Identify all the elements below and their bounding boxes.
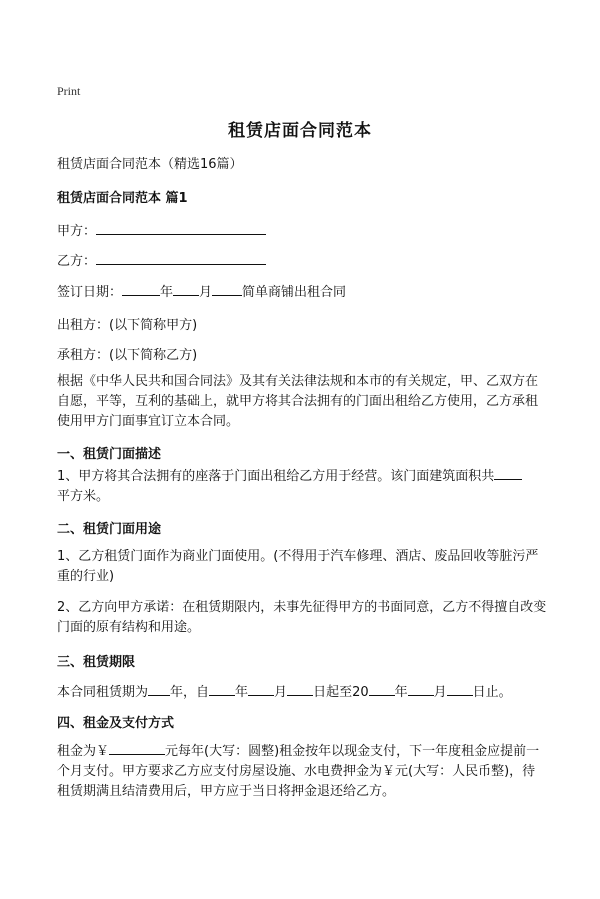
- lessee-line: 承租方：(以下简称乙方): [57, 348, 198, 363]
- sign-month-blank: [173, 282, 199, 296]
- s3-text-a: 本合同租赁期为: [57, 685, 149, 700]
- section-1-heading: 一、租赁门面描述: [57, 447, 162, 462]
- sign-date-line: [57, 281, 346, 300]
- print-label[interactable]: Print: [57, 84, 81, 98]
- s3-text-h: 日止。: [472, 685, 512, 700]
- s1-text-b: 平方米。: [57, 489, 110, 504]
- rent-amount-blank: [109, 741, 165, 755]
- section-2-paragraph-1: 1、乙方租赁门面作为商业门面使用。(不得用于汽车修理、酒店、废品回收等脏污严重的行业): [57, 549, 539, 584]
- sign-date-tail: 简单商铺出租合同: [242, 285, 347, 300]
- section-4-heading: 四、租金及支付方式: [57, 716, 175, 731]
- s3-text-d: 月: [274, 685, 288, 700]
- party-a-line: [57, 220, 266, 239]
- sign-day-blank: [212, 282, 242, 296]
- s4-text-b: 元每年(大写：圆整)租金按年以现金支付，下一年度租金应提前一个月支付。甲方要求乙方应支付房屋设施、水电费押金为￥元(大写：人民币整)，待租赁期满且结清费用后，甲方应于当日将押金退还给乙方。: [57, 744, 540, 799]
- section-3-paragraph: [57, 681, 512, 700]
- sign-date-label: 签订日期：: [57, 285, 123, 300]
- page-title: 租赁店面合同范本: [228, 121, 372, 141]
- section-3-heading: 三、租赁期限: [57, 655, 136, 670]
- sign-month-unit: 月: [199, 285, 213, 300]
- document-subtitle: 租赁店面合同范本（精选16篇）: [57, 157, 243, 172]
- party-a-blank: [96, 221, 266, 235]
- s4-text-a: 租金为￥: [57, 744, 110, 759]
- s3-text-e: 日起至20: [313, 685, 369, 700]
- intro-paragraph: 根据《中华人民共和国合同法》及其有关法律法规和本市的有关规定，甲、乙双方在自愿，平等，互利的基础上，就甲方将其合法拥有的门面出租给乙方使用，乙方承租使用甲方门面事宜订立本合同。: [57, 374, 539, 429]
- sign-year-blank: [122, 282, 160, 296]
- end-year-blank: [369, 682, 395, 696]
- s3-text-c: 年: [235, 685, 249, 700]
- s3-text-b: 年，自: [170, 685, 210, 700]
- s3-text-g: 月: [433, 685, 447, 700]
- end-month-blank: [408, 682, 434, 696]
- s3-text-f: 年: [394, 685, 408, 700]
- party-b-blank: [96, 251, 266, 265]
- term-years-blank: [148, 682, 170, 696]
- party-b-label: 乙方：: [57, 254, 97, 269]
- section-2-heading: 二、租赁门面用途: [57, 522, 162, 537]
- section-2-paragraph-2: 2、乙方向甲方承诺：在租赁期限内，未事先征得甲方的书面同意，乙方不得擅自改变门面的原有结构和用途。: [57, 600, 547, 635]
- party-b-line: [57, 250, 266, 269]
- party-a-label: 甲方：: [57, 224, 97, 239]
- end-day-blank: [447, 682, 473, 696]
- start-year-blank: [209, 682, 235, 696]
- start-day-blank: [287, 682, 313, 696]
- sign-year-unit: 年: [160, 285, 174, 300]
- section-1-paragraph: [57, 466, 547, 507]
- start-month-blank: [248, 682, 274, 696]
- section-title: 租赁店面合同范本 篇1: [57, 191, 188, 206]
- s1-text-a: 1、甲方将其合法拥有的座落于门面出租给乙方用于经营。该门面建筑面积共: [57, 469, 495, 484]
- lessor-line: 出租方：(以下简称甲方): [57, 318, 198, 333]
- section-4-paragraph: [57, 741, 547, 802]
- area-blank: [494, 466, 522, 480]
